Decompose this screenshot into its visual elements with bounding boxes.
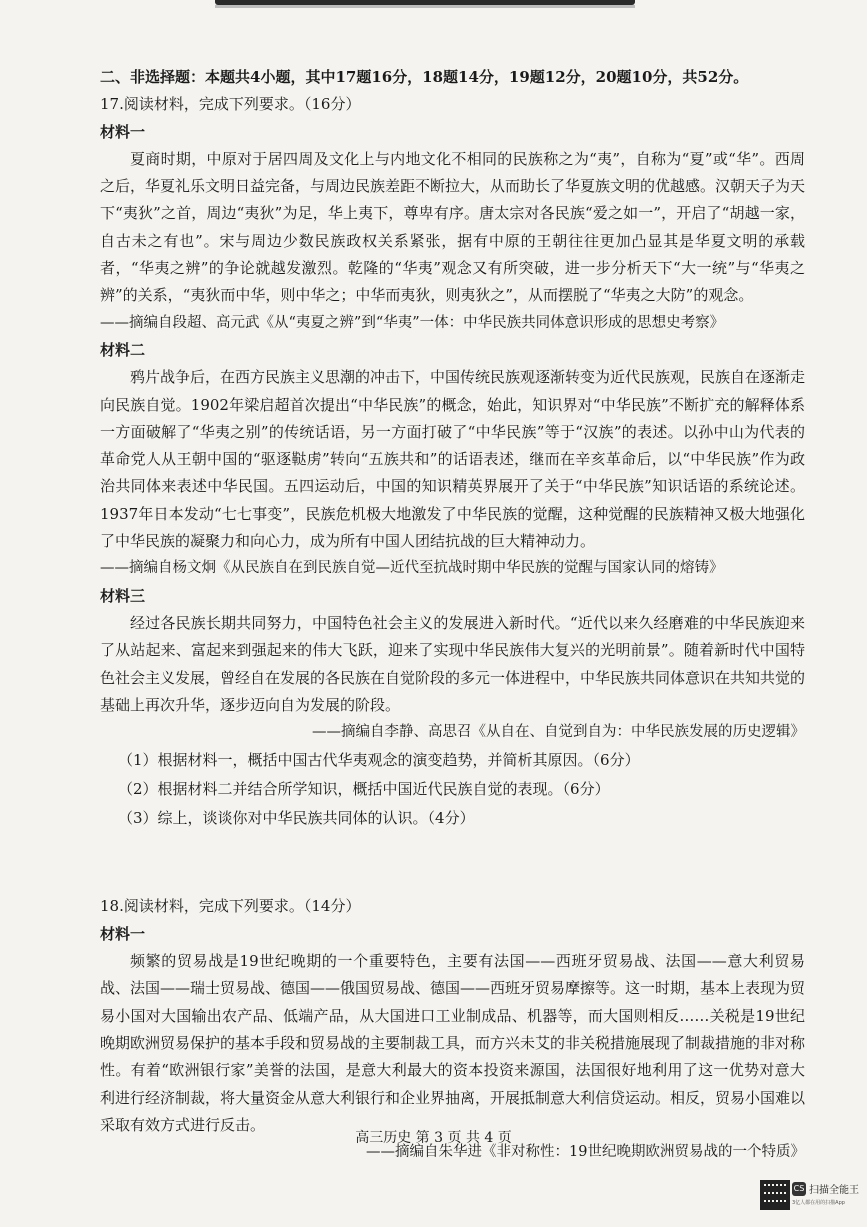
scanner-watermark (760, 1180, 860, 1216)
q18-material-1-text: 频繁的贸易战是19世纪晚期的一个重要特色，主要有法国——西班牙贸易战、法国——意大利贸易战、法国——瑞士贸易战、德国——俄国贸易战、德国——西班牙贸易摩擦等。这一时期，基本上表现为贸易小国对大国输出农产品、低端产品，从大国进口工业制成品、机器等，而大国则相反……关税是19世纪晚期欧洲贸易保护的基本手段和贸易战的主要制裁工具，而方兴未艾的非关税措施展现了制裁措施的非对称性。有着“欧洲银行家”美誉的法国，是意大利最大的资本投资来源国，法国很好地利用了这一优势对意大利进行经济制裁，将大量资金从意大利银行和企业界抽离，开展抵制意大利信贷运动。相反，贸易小国难以采取有效方式进行反击。 (100, 952, 806, 1134)
page-footer: 高三历史 第 3 页 共 4 页 (355, 1130, 512, 1146)
answer-space (100, 833, 805, 893)
exam-page (100, 64, 805, 1166)
q17-material-2-text: 鸦片战争后，在西方民族主义思潮的冲击下，中国传统民族观逐渐转变为近代民族观，民族自在逐渐走向民族自觉。1902年梁启超首次提出“中华民族”的概念，始此，知识界对“中华民族”不断扩充的解释体系一方面破解了“华夷之别”的传统话语，另一方面打破了“中华民族”等于“汉族”的表述。以孙中山为代表的革命党人从王朝中国的“驱逐鞑虏”转向“五族共和”的话语表述，继而在辛亥革命后，以“中华民族”作为政治共同体来表述中华民国。五四运动后，中国的知识精英界展开了关于“中华民族”知识话语的系统论述。1937年日本发动“七七事变”，民族危机极大地激发了中华民族的觉醒，这种觉醒的民族精神又极大地强化了中华民族的凝聚力和向心力，成为所有中国人团结抗战的巨大精神动力。 (100, 368, 806, 551)
scanner-logo-icon: CS (792, 1182, 806, 1196)
q17-title: 17.阅读材料，完成下列要求。（16分） (100, 95, 361, 114)
q17-material-1-source: ——摘编自段超、高元武《从“夷夏之辨”到“华夷”一体：中华民族共同体意识形成的思想史考察》 (100, 314, 725, 331)
q17-material-3-source: ——摘编自李静、高思召《从自在、自觉到自为：中华民族发展的历史逻辑》 (312, 724, 805, 741)
q18-title: 18.阅读材料，完成下列要求。（14分） (100, 897, 361, 916)
q18-material-1-source: ——摘编自朱华进《非对称性：19世纪晚期欧洲贸易战的一个特质》 (366, 1144, 805, 1161)
scanner-app-tagline: 3亿人都在用的扫描App (792, 1200, 845, 1206)
q18-material-1-label: 材料一 (100, 924, 146, 943)
q17-question-2: （2）根据材料二并结合所学知识，概括中国近代民族自觉的表现。（6分） (118, 780, 610, 799)
q17-material-3-label: 材料三 (100, 586, 146, 605)
q17-material-3-text: 经过各民族长期共同努力，中国特色社会主义的发展进入新时代。“近代以来久经磨难的中华民族迎来了从站起来、富起来到强起来的伟大飞跃，迎来了实现中华民族伟大复兴的光明前景”。随着新时代中国特色社会主义发展，曾经自在发展的各民族在自觉阶段的多元一体进程中，中华民族共同体意识在共知共觉的基础上再次升华，逐步迈向自为发展的阶段。 (100, 613, 806, 714)
q17-question-3: （3）综上，谈谈你对中华民族共同体的认识。（4分） (118, 809, 475, 828)
q17-material-1-label: 材料一 (100, 122, 146, 141)
top-scan-shadow (215, 5, 635, 8)
q17-material-1-text: 夏商时期，中原对于居四周及文化上与内地文化不相同的民族称之为“夷”，自称为“夏”或“华”。西周之后，华夏礼乐文明日益完备，与周边民族差距不断拉大，从而助长了华夏族文明的优越感。汉朝天子为天下“夷狄”之首，周边“夷狄”为足，华上夷下，尊卑有序。唐太宗对各民族“爱之如一”，开启了“胡越一家，自古未之有也”。宋与周边少数民族政权关系紧张，据有中原的王朝往往更加凸显其是华夏文明的承载者，“华夷之辨”的争论就越发激烈。乾隆的“华夷”观念又有所突破，进一步分析天下“大一统”与“华夷之辨”的关系，“夷狄而中华，则中华之；中华而夷狄，则夷狄之”，从而摆脱了“华夷之大防”的观念。 (100, 149, 806, 305)
q17-question-1: （1）根据材料一，概括中国古代华夷观念的演变趋势，并简析其原因。（6分） (118, 751, 640, 770)
scanner-app-name: 扫描全能王 (809, 1185, 859, 1196)
q17-material-2-source: ——摘编自杨文炯《从民族自在到民族自觉—近代至抗战时期中华民族的觉醒与国家认同的熔铸》 (100, 560, 724, 577)
section-heading: 二、非选择题：本题共4小题，其中17题16分，18题14分，19题12分，20题10分，共52分。 (100, 68, 749, 86)
qr-code-icon (760, 1180, 790, 1210)
q17-material-2-label: 材料二 (100, 340, 146, 359)
